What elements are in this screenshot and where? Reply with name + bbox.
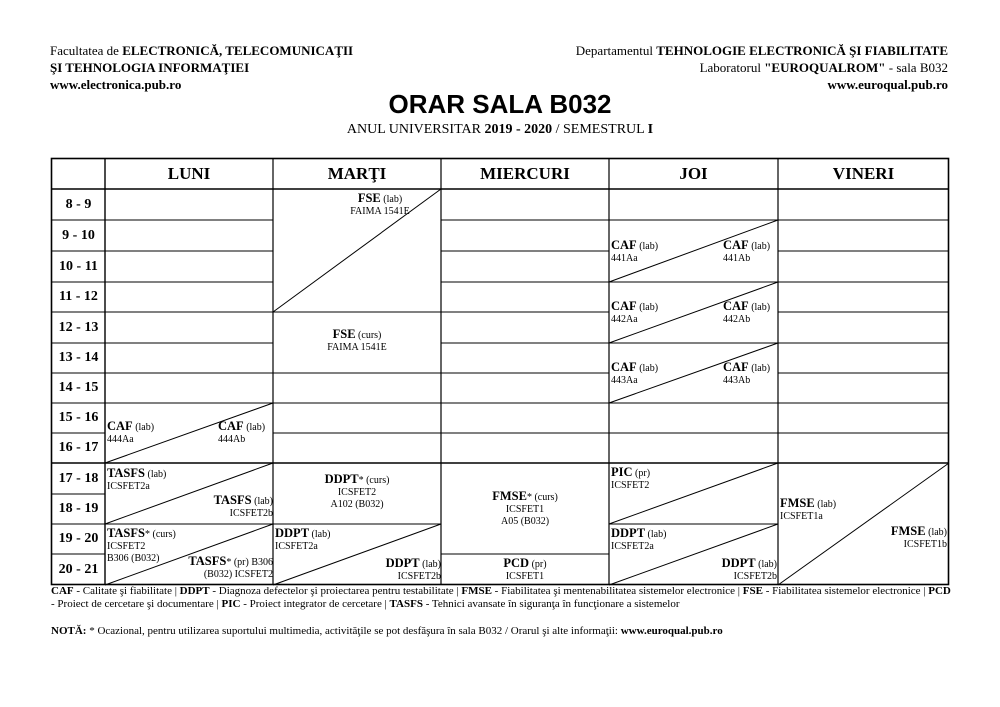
group-label: ICSFET1 [505, 504, 545, 515]
faculty-name-line2: ŞI TEHNOLOGIA INFORMAŢIEI [50, 60, 250, 75]
class-type: (lab) [748, 363, 771, 374]
class-type: (lab) [636, 363, 659, 374]
faculty-name: ELECTRONICĂ, TELECOMUNICAŢII [122, 43, 354, 58]
course-code: DDPT [324, 472, 359, 486]
class-type: * (pr) B306 [226, 557, 273, 568]
lab-name: "EUROQUALROM" [764, 60, 886, 75]
class-type: (lab) [380, 194, 403, 205]
class-cell-joi-ddpt-b[interactable] [722, 557, 777, 583]
room-label: A05 (B032) [500, 516, 550, 527]
footnote [51, 625, 723, 637]
group-label: ICSFET1b [903, 539, 947, 550]
department-name: TEHNOLOGIE ELECTRONICĂ ŞI FIABILITATE [656, 43, 948, 58]
course-code: PCD [503, 556, 530, 570]
day-header-vineri: VINERI [832, 164, 895, 183]
group-label: ICSFET2 [611, 480, 650, 491]
group-label: 442Aa [611, 314, 638, 325]
course-code: PIC [611, 465, 633, 479]
legend-code: PIC [221, 598, 241, 610]
class-cell-luni-caf-444aa[interactable] [107, 420, 154, 446]
class-cell-luni-tasfs-b[interactable] [214, 494, 273, 520]
hour-label: 17 - 18 [58, 471, 99, 486]
academic-year-label: ANUL UNIVERSITAR [346, 122, 485, 137]
room-label: FAIMA 1541E [327, 342, 387, 353]
course-code: CAF [218, 419, 244, 433]
class-cell-luni-caf-444ab[interactable] [218, 420, 265, 446]
course-code: FMSE [780, 496, 815, 510]
faculty-website-link[interactable]: www.electronica.pub.ro [50, 77, 182, 92]
class-type: (lab) [144, 469, 167, 480]
class-type: (curs) [355, 330, 382, 341]
hour-label: 9 - 10 [62, 228, 95, 243]
class-cell-joi-caf-441aa[interactable] [611, 239, 658, 265]
lab-website-link[interactable]: www.euroqual.pub.ro [827, 77, 948, 92]
hour-label: 18 - 19 [58, 501, 99, 516]
course-legend [51, 585, 951, 611]
hour-label: 11 - 12 [59, 289, 98, 304]
class-cell-luni-tasfs-pr[interactable] [188, 555, 273, 581]
faculty-prefix: Facultatea de [50, 43, 123, 58]
class-type: (lab) [419, 559, 441, 570]
group-label: ICSFET2 [107, 541, 146, 552]
hour-label: 16 - 17 [58, 440, 99, 455]
semester-number: I [647, 122, 654, 137]
legend-text: - Proiect integrator de cercetare | [240, 598, 390, 610]
group-label: ICSFET1a [780, 511, 823, 522]
class-cell-joi-pic[interactable] [611, 466, 650, 492]
class-cell-marti-ddpt-lab-a[interactable] [275, 527, 330, 553]
course-code: TASFS [188, 554, 227, 568]
class-type: (lab) [645, 529, 667, 540]
legend-text: - Tehnici avansate în siguranţa în funcţionare a sistemelor [422, 598, 680, 610]
class-cell-vineri-fmse-a[interactable] [780, 497, 836, 523]
course-code: CAF [107, 419, 133, 433]
course-code: DDPT [611, 526, 646, 540]
legend-text: - Fiabilitatea sistemelor electronice | [762, 585, 929, 597]
course-code: DDPT [275, 526, 310, 540]
legend-text: - Proiect de cercetare şi documentare | [51, 598, 222, 610]
academic-year: 2019 - 2020 [484, 122, 553, 137]
class-cell-joi-caf-442ab[interactable] [723, 300, 770, 326]
group-label: 441Ab [723, 253, 751, 264]
legend-code: DDPT [179, 585, 210, 597]
course-code: CAF [723, 360, 749, 374]
hour-label: 12 - 13 [58, 320, 99, 335]
course-code: TASFS [213, 493, 252, 507]
class-type: (pr) [632, 468, 651, 479]
hour-label: 14 - 15 [58, 380, 99, 395]
class-cell-marti-fse-lab[interactable] [320, 192, 440, 218]
day-header-joi: JOI [679, 164, 708, 183]
course-code: CAF [611, 360, 637, 374]
day-header-miercuri: MIERCURI [480, 164, 570, 183]
group-label: 444Ab [218, 434, 246, 445]
department-prefix: Departamentul [575, 43, 657, 58]
group-label: ICSFET2a [107, 481, 150, 492]
course-code: TASFS [107, 466, 145, 480]
course-code: DDPT [721, 556, 756, 570]
class-cell-joi-caf-443aa[interactable] [611, 361, 658, 387]
page-title: ORAR SALA B032 [388, 89, 612, 119]
course-code: TASFS [107, 526, 145, 540]
legend-text: - Calitate şi fiabilitate | [73, 585, 180, 597]
class-cell-joi-caf-442aa[interactable] [611, 300, 658, 326]
day-header-luni: LUNI [167, 164, 211, 183]
class-type: (lab) [925, 527, 947, 538]
semester-label: / SEMESTRUL [552, 122, 648, 137]
note-link[interactable]: www.euroqual.pub.ro [620, 625, 723, 637]
hour-label: 19 - 20 [58, 531, 99, 546]
class-type: (lab) [755, 559, 777, 570]
room-label: B306 (B032) [107, 553, 160, 564]
legend-text: - Fiabilitatea şi mentenabilitatea sistemelor electronice | [491, 585, 743, 597]
room-label: A102 (B032) [330, 499, 384, 510]
course-code: CAF [723, 238, 749, 252]
class-cell-marti-fse-curs[interactable] [273, 328, 441, 354]
hour-label: 15 - 16 [58, 410, 99, 425]
group-label: ICSFET1 [505, 571, 545, 582]
class-type: * (curs) [358, 475, 390, 486]
legend-code: FMSE [461, 585, 492, 597]
legend-code: FSE [742, 585, 763, 597]
note-label: NOTĂ: [51, 625, 87, 637]
group-label: ICSFET2a [275, 541, 318, 552]
class-type: (lab) [636, 302, 659, 313]
legend-text: - Diagnoza defectelor şi proiectarea pentru testabilitate | [209, 585, 462, 597]
course-code: FSE [332, 327, 356, 341]
class-cell-vineri-fmse-b[interactable] [891, 525, 947, 551]
group-label: ICSFET2b [733, 571, 777, 582]
group-label: 444Aa [107, 434, 134, 445]
class-type: (lab) [748, 241, 771, 252]
class-type: * (curs) [526, 492, 558, 503]
hour-label: 13 - 14 [58, 350, 99, 365]
group-label: ICSFET2b [397, 571, 441, 582]
group-label: 441Aa [611, 253, 638, 264]
day-header-marti: MARŢI [327, 164, 387, 183]
group-label: 442Ab [723, 314, 751, 325]
group-label: 443Aa [611, 375, 638, 386]
course-code: FMSE [492, 489, 527, 503]
group-label: (B032) ICSFET2 [203, 569, 273, 580]
class-cell-joi-caf-441ab[interactable] [723, 239, 770, 265]
class-type: (lab) [814, 499, 837, 510]
legend-code: PCD [928, 585, 951, 597]
class-cell-marti-ddpt-lab-b[interactable] [386, 557, 441, 583]
class-cell-miercuri-fmse-curs[interactable] [441, 490, 609, 528]
course-code: CAF [723, 299, 749, 313]
class-cell-luni-tasfs-a[interactable] [107, 467, 166, 493]
legend-code: CAF [51, 585, 74, 597]
room-label: FAIMA 1541E [350, 206, 410, 217]
class-type: (pr) [529, 559, 547, 570]
group-label: 443Ab [723, 375, 751, 386]
group-label: ICSFET2 [337, 487, 377, 498]
class-type: (lab) [636, 241, 659, 252]
group-label: ICSFET2b [229, 508, 273, 519]
course-code: FMSE [890, 524, 926, 538]
class-type: (lab) [132, 422, 155, 433]
hour-label: 8 - 9 [65, 197, 92, 212]
hour-label: 10 - 11 [59, 259, 98, 274]
class-type: * (curs) [144, 529, 176, 540]
class-type: (lab) [251, 496, 273, 507]
course-code: CAF [611, 299, 637, 313]
class-type: (lab) [309, 529, 331, 540]
course-code: FSE [357, 191, 381, 205]
lab-prefix: Laboratorul [699, 60, 765, 75]
legend-code: TASFS [389, 598, 423, 610]
class-cell-marti-ddpt-curs[interactable] [273, 473, 441, 511]
class-type: (lab) [748, 302, 771, 313]
class-type: (lab) [243, 422, 266, 433]
group-label: ICSFET2a [611, 541, 654, 552]
class-cell-joi-ddpt-a[interactable] [611, 527, 666, 553]
lab-room: - sala B032 [885, 60, 948, 75]
class-cell-miercuri-pcd[interactable] [441, 557, 609, 583]
course-code: DDPT [385, 556, 420, 570]
note-text: * Ocazional, pentru utilizarea suportului multimedia, activităţile se pot desfăşura în sala B032 / Orarul şi alte informaţii: [86, 625, 621, 637]
course-code: CAF [611, 238, 637, 252]
class-cell-joi-caf-443ab[interactable] [723, 361, 770, 387]
class-cell-luni-tasfs-curs[interactable] [107, 527, 176, 565]
hour-label: 20 - 21 [58, 562, 99, 577]
